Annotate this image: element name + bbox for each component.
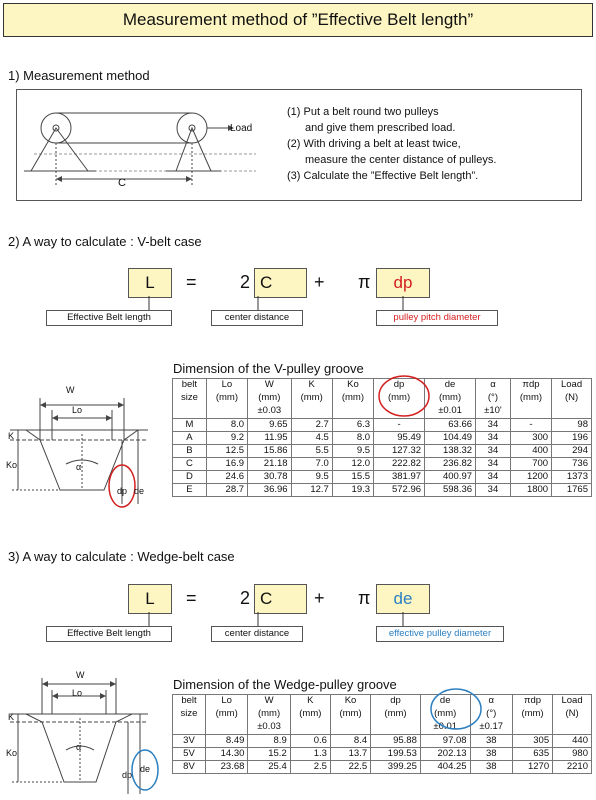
header-cell: W — [248, 695, 290, 709]
measurement-diagram — [16, 89, 286, 199]
header-cell: dp — [371, 695, 421, 709]
section2-heading: 2) A way to calculate : V-belt case — [8, 234, 202, 249]
wedge-diag-w: W — [76, 670, 85, 680]
cell: 1270 — [512, 761, 552, 774]
cell: 572.96 — [374, 484, 425, 497]
cell: 202.13 — [420, 748, 470, 761]
de-highlight-circle — [428, 686, 484, 732]
v-diag-dp: dp — [117, 486, 128, 496]
header-cell — [510, 405, 551, 419]
header-cell — [552, 405, 592, 419]
header-cell — [290, 721, 330, 735]
header-cell: Ko — [330, 695, 370, 709]
cell: 12.7 — [291, 484, 332, 497]
wedge-diag-de: de — [140, 764, 151, 774]
cell: 4.5 — [291, 432, 332, 445]
header-cell: α — [470, 695, 512, 709]
header-cell: Load — [552, 379, 592, 393]
table-row — [173, 458, 592, 471]
cell: 6.3 — [332, 419, 373, 432]
cell: 24.6 — [206, 471, 247, 484]
dp-highlight-circle — [376, 373, 432, 419]
cell: 9.65 — [248, 419, 292, 432]
header-cell: size — [173, 708, 206, 721]
header-cell: ±10' — [476, 405, 511, 419]
cell: 1200 — [510, 471, 551, 484]
cell: 736 — [552, 458, 592, 471]
cell: 222.82 — [374, 458, 425, 471]
header-cell: ±0.01 — [420, 721, 470, 735]
cell: 11.95 — [248, 432, 292, 445]
wedge-diag-dp: dp — [122, 770, 133, 780]
table-header-row — [173, 708, 592, 721]
header-cell: (mm) — [510, 392, 551, 405]
header-cell: dp — [374, 379, 425, 393]
v-diag-ko: Ko — [6, 460, 18, 470]
label-effective-belt-length: Effective Belt length — [46, 310, 172, 326]
step-line: (2) With driving a belt at least twice, — [287, 138, 461, 150]
v-table-title: Dimension of the V-pulley groove — [173, 361, 364, 376]
table-row — [173, 419, 592, 432]
cell: 2.5 — [290, 761, 330, 774]
page-title: Measurement method of ”Effective Belt length” — [3, 3, 593, 37]
cell: 5V — [173, 748, 206, 761]
cell: 9.5 — [291, 471, 332, 484]
measurement-steps — [287, 104, 496, 184]
table-row — [173, 432, 592, 445]
header-cell: (mm) — [205, 708, 247, 721]
cell: 21.18 — [248, 458, 292, 471]
cell: 95.88 — [371, 735, 421, 748]
header-cell: Lo — [206, 379, 247, 393]
header-cell: (mm) — [512, 708, 552, 721]
header-cell: belt — [173, 695, 206, 709]
formula-l-box: L — [128, 268, 172, 298]
cell: 138.32 — [425, 445, 476, 458]
formula-pi: π — [358, 272, 371, 292]
header-cell: (mm) — [248, 708, 290, 721]
cell: 19.3 — [332, 484, 373, 497]
cell: 399.25 — [371, 761, 421, 774]
header-cell: (mm) — [291, 392, 332, 405]
header-cell: de — [420, 695, 470, 709]
wedge-diag-k: K — [8, 712, 15, 722]
formula-c-box: C — [254, 584, 307, 614]
header-cell: (mm) — [332, 392, 373, 405]
table-row — [173, 748, 592, 761]
header-cell: πdp — [510, 379, 551, 393]
cell: 12.5 — [206, 445, 247, 458]
cell: 28.7 — [206, 484, 247, 497]
step-line: and give them prescribed load. — [305, 122, 456, 134]
header-cell: (mm) — [290, 708, 330, 721]
wedge-groove-diagram — [0, 666, 172, 800]
cell: C — [173, 458, 207, 471]
label-center-distance: center distance — [211, 626, 303, 642]
formula-l-box: L — [128, 584, 172, 614]
v-diag-w: W — [66, 385, 75, 395]
cell: 1.3 — [290, 748, 330, 761]
section1-heading: 1) Measurement method — [8, 68, 150, 83]
label-effective-belt-length: Effective Belt length — [46, 626, 172, 642]
header-cell — [206, 405, 247, 419]
cell: 7.0 — [291, 458, 332, 471]
cell: M — [173, 419, 207, 432]
cell: 36.96 — [248, 484, 292, 497]
v-diag-lo: Lo — [72, 405, 83, 415]
formula-d-box: de — [376, 584, 430, 614]
cell: 38 — [470, 761, 512, 774]
wedge-diag-alpha: α — [76, 742, 82, 752]
cell: 635 — [512, 748, 552, 761]
cell: 98 — [552, 419, 592, 432]
table-row — [173, 735, 592, 748]
formula-plus: + — [314, 588, 325, 608]
header-cell: (mm) — [420, 708, 470, 721]
table-header-row — [173, 695, 592, 709]
cell: 34 — [476, 458, 511, 471]
cell: 3V — [173, 735, 206, 748]
table-row — [173, 471, 592, 484]
cell: 980 — [553, 748, 592, 761]
cell: 38 — [470, 735, 512, 748]
step-line: (1) Put a belt round two pulleys — [287, 106, 439, 118]
header-cell: ±0.03 — [248, 721, 290, 735]
cell: 404.25 — [420, 761, 470, 774]
cell: 127.32 — [374, 445, 425, 458]
header-cell: Load — [553, 695, 592, 709]
cell: 2.7 — [291, 419, 332, 432]
cell: 12.0 — [332, 458, 373, 471]
header-cell — [173, 405, 207, 419]
header-cell: (mm) — [330, 708, 370, 721]
formula-d-box: dp — [376, 268, 430, 298]
header-cell: belt — [173, 379, 207, 393]
cell: 8.9 — [248, 735, 290, 748]
formula-equals: = — [186, 272, 197, 292]
header-cell: (mm) — [248, 392, 292, 405]
label-center-distance: center distance — [211, 310, 303, 326]
header-cell: ±0.17 — [470, 721, 512, 735]
cell: 381.97 — [374, 471, 425, 484]
cell: 34 — [476, 445, 511, 458]
formula-pi: π — [358, 588, 371, 608]
cell: 700 — [510, 458, 551, 471]
v-groove-diagram — [0, 378, 172, 518]
formula-plus: + — [314, 272, 325, 292]
cell: 34 — [476, 419, 511, 432]
cell: 236.82 — [425, 458, 476, 471]
cell: 22.5 — [330, 761, 370, 774]
formula-c-box: C — [254, 268, 307, 298]
wedge-diag-lo: Lo — [72, 688, 83, 698]
header-cell: (mm) — [371, 708, 421, 721]
cell: 1373 — [552, 471, 592, 484]
c-label: C — [118, 177, 126, 189]
load-label: Load — [230, 123, 253, 134]
cell: 9.2 — [206, 432, 247, 445]
cell: 598.36 — [425, 484, 476, 497]
header-cell — [332, 405, 373, 419]
cell: 8.0 — [206, 419, 247, 432]
label-effective-pulley-diameter: effective pulley diameter — [376, 626, 504, 642]
section3-heading: 3) A way to calculate : Wedge-belt case — [8, 549, 235, 564]
cell: 0.6 — [290, 735, 330, 748]
cell: 14.30 — [205, 748, 247, 761]
cell: 8.4 — [330, 735, 370, 748]
cell: - — [374, 419, 425, 432]
header-cell — [291, 405, 332, 419]
header-cell — [205, 721, 247, 735]
cell: 38 — [470, 748, 512, 761]
v-diag-de: de — [134, 486, 145, 496]
wedge-diag-ko: Ko — [6, 748, 18, 758]
step-line: (3) Calculate the ”Effective Belt length”. — [287, 170, 479, 182]
header-cell: (mm) — [374, 392, 425, 405]
cell: 300 — [510, 432, 551, 445]
cell: 15.5 — [332, 471, 373, 484]
cell: 25.4 — [248, 761, 290, 774]
cell: 440 — [553, 735, 592, 748]
wedge-groove-table — [172, 694, 592, 774]
header-cell: ±0.03 — [248, 405, 292, 419]
cell: 34 — [476, 471, 511, 484]
cell: 2210 — [553, 761, 592, 774]
header-cell: K — [291, 379, 332, 393]
v-diag-k: K — [8, 431, 15, 441]
table-row — [173, 761, 592, 774]
cell: 305 — [512, 735, 552, 748]
cell: 8.49 — [205, 735, 247, 748]
cell: 15.2 — [248, 748, 290, 761]
header-cell: (N) — [552, 392, 592, 405]
cell: 23.68 — [205, 761, 247, 774]
cell: 8V — [173, 761, 206, 774]
header-cell: K — [290, 695, 330, 709]
header-cell — [553, 721, 592, 735]
cell: 1765 — [552, 484, 592, 497]
header-cell: (mm) — [425, 392, 476, 405]
formula-two: 2 — [240, 588, 251, 608]
cell: 5.5 — [291, 445, 332, 458]
header-cell: W — [248, 379, 292, 393]
cell: 196 — [552, 432, 592, 445]
cell: 16.9 — [206, 458, 247, 471]
cell: 30.78 — [248, 471, 292, 484]
cell: 199.53 — [371, 748, 421, 761]
table-row — [173, 445, 592, 458]
wedge-table-title: Dimension of the Wedge-pulley groove — [173, 677, 397, 692]
v-diag-alpha: α — [76, 462, 82, 472]
cell: 97.08 — [420, 735, 470, 748]
label-pulley-pitch-diameter: pulley pitch diameter — [376, 310, 498, 326]
table-header-row — [173, 721, 592, 735]
cell: 9.5 — [332, 445, 373, 458]
formula-equals: = — [186, 588, 197, 608]
header-cell: ±0.01 — [425, 405, 476, 419]
header-cell: size — [173, 392, 207, 405]
cell: 13.7 — [330, 748, 370, 761]
cell: 34 — [476, 432, 511, 445]
header-cell — [173, 721, 206, 735]
cell: 15.86 — [248, 445, 292, 458]
header-cell: α — [476, 379, 511, 393]
cell: 34 — [476, 484, 511, 497]
cell: - — [510, 419, 551, 432]
cell: A — [173, 432, 207, 445]
header-cell: (mm) — [206, 392, 247, 405]
cell: E — [173, 484, 207, 497]
header-cell: (°) — [476, 392, 511, 405]
header-cell: Ko — [332, 379, 373, 393]
header-cell — [330, 721, 370, 735]
cell: 294 — [552, 445, 592, 458]
cell: 1800 — [510, 484, 551, 497]
cell: 8.0 — [332, 432, 373, 445]
header-cell: πdp — [512, 695, 552, 709]
cell: B — [173, 445, 207, 458]
cell: 400 — [510, 445, 551, 458]
header-cell — [371, 721, 421, 735]
header-cell — [512, 721, 552, 735]
cell: 400.97 — [425, 471, 476, 484]
cell: 104.49 — [425, 432, 476, 445]
header-cell: de — [425, 379, 476, 393]
header-cell: (N) — [553, 708, 592, 721]
table-row — [173, 484, 592, 497]
formula-two: 2 — [240, 272, 251, 292]
cell: 63.66 — [425, 419, 476, 432]
cell: D — [173, 471, 207, 484]
header-cell: Lo — [205, 695, 247, 709]
cell: 95.49 — [374, 432, 425, 445]
step-line: measure the center distance of pulleys. — [305, 154, 497, 166]
header-cell: (°) — [470, 708, 512, 721]
